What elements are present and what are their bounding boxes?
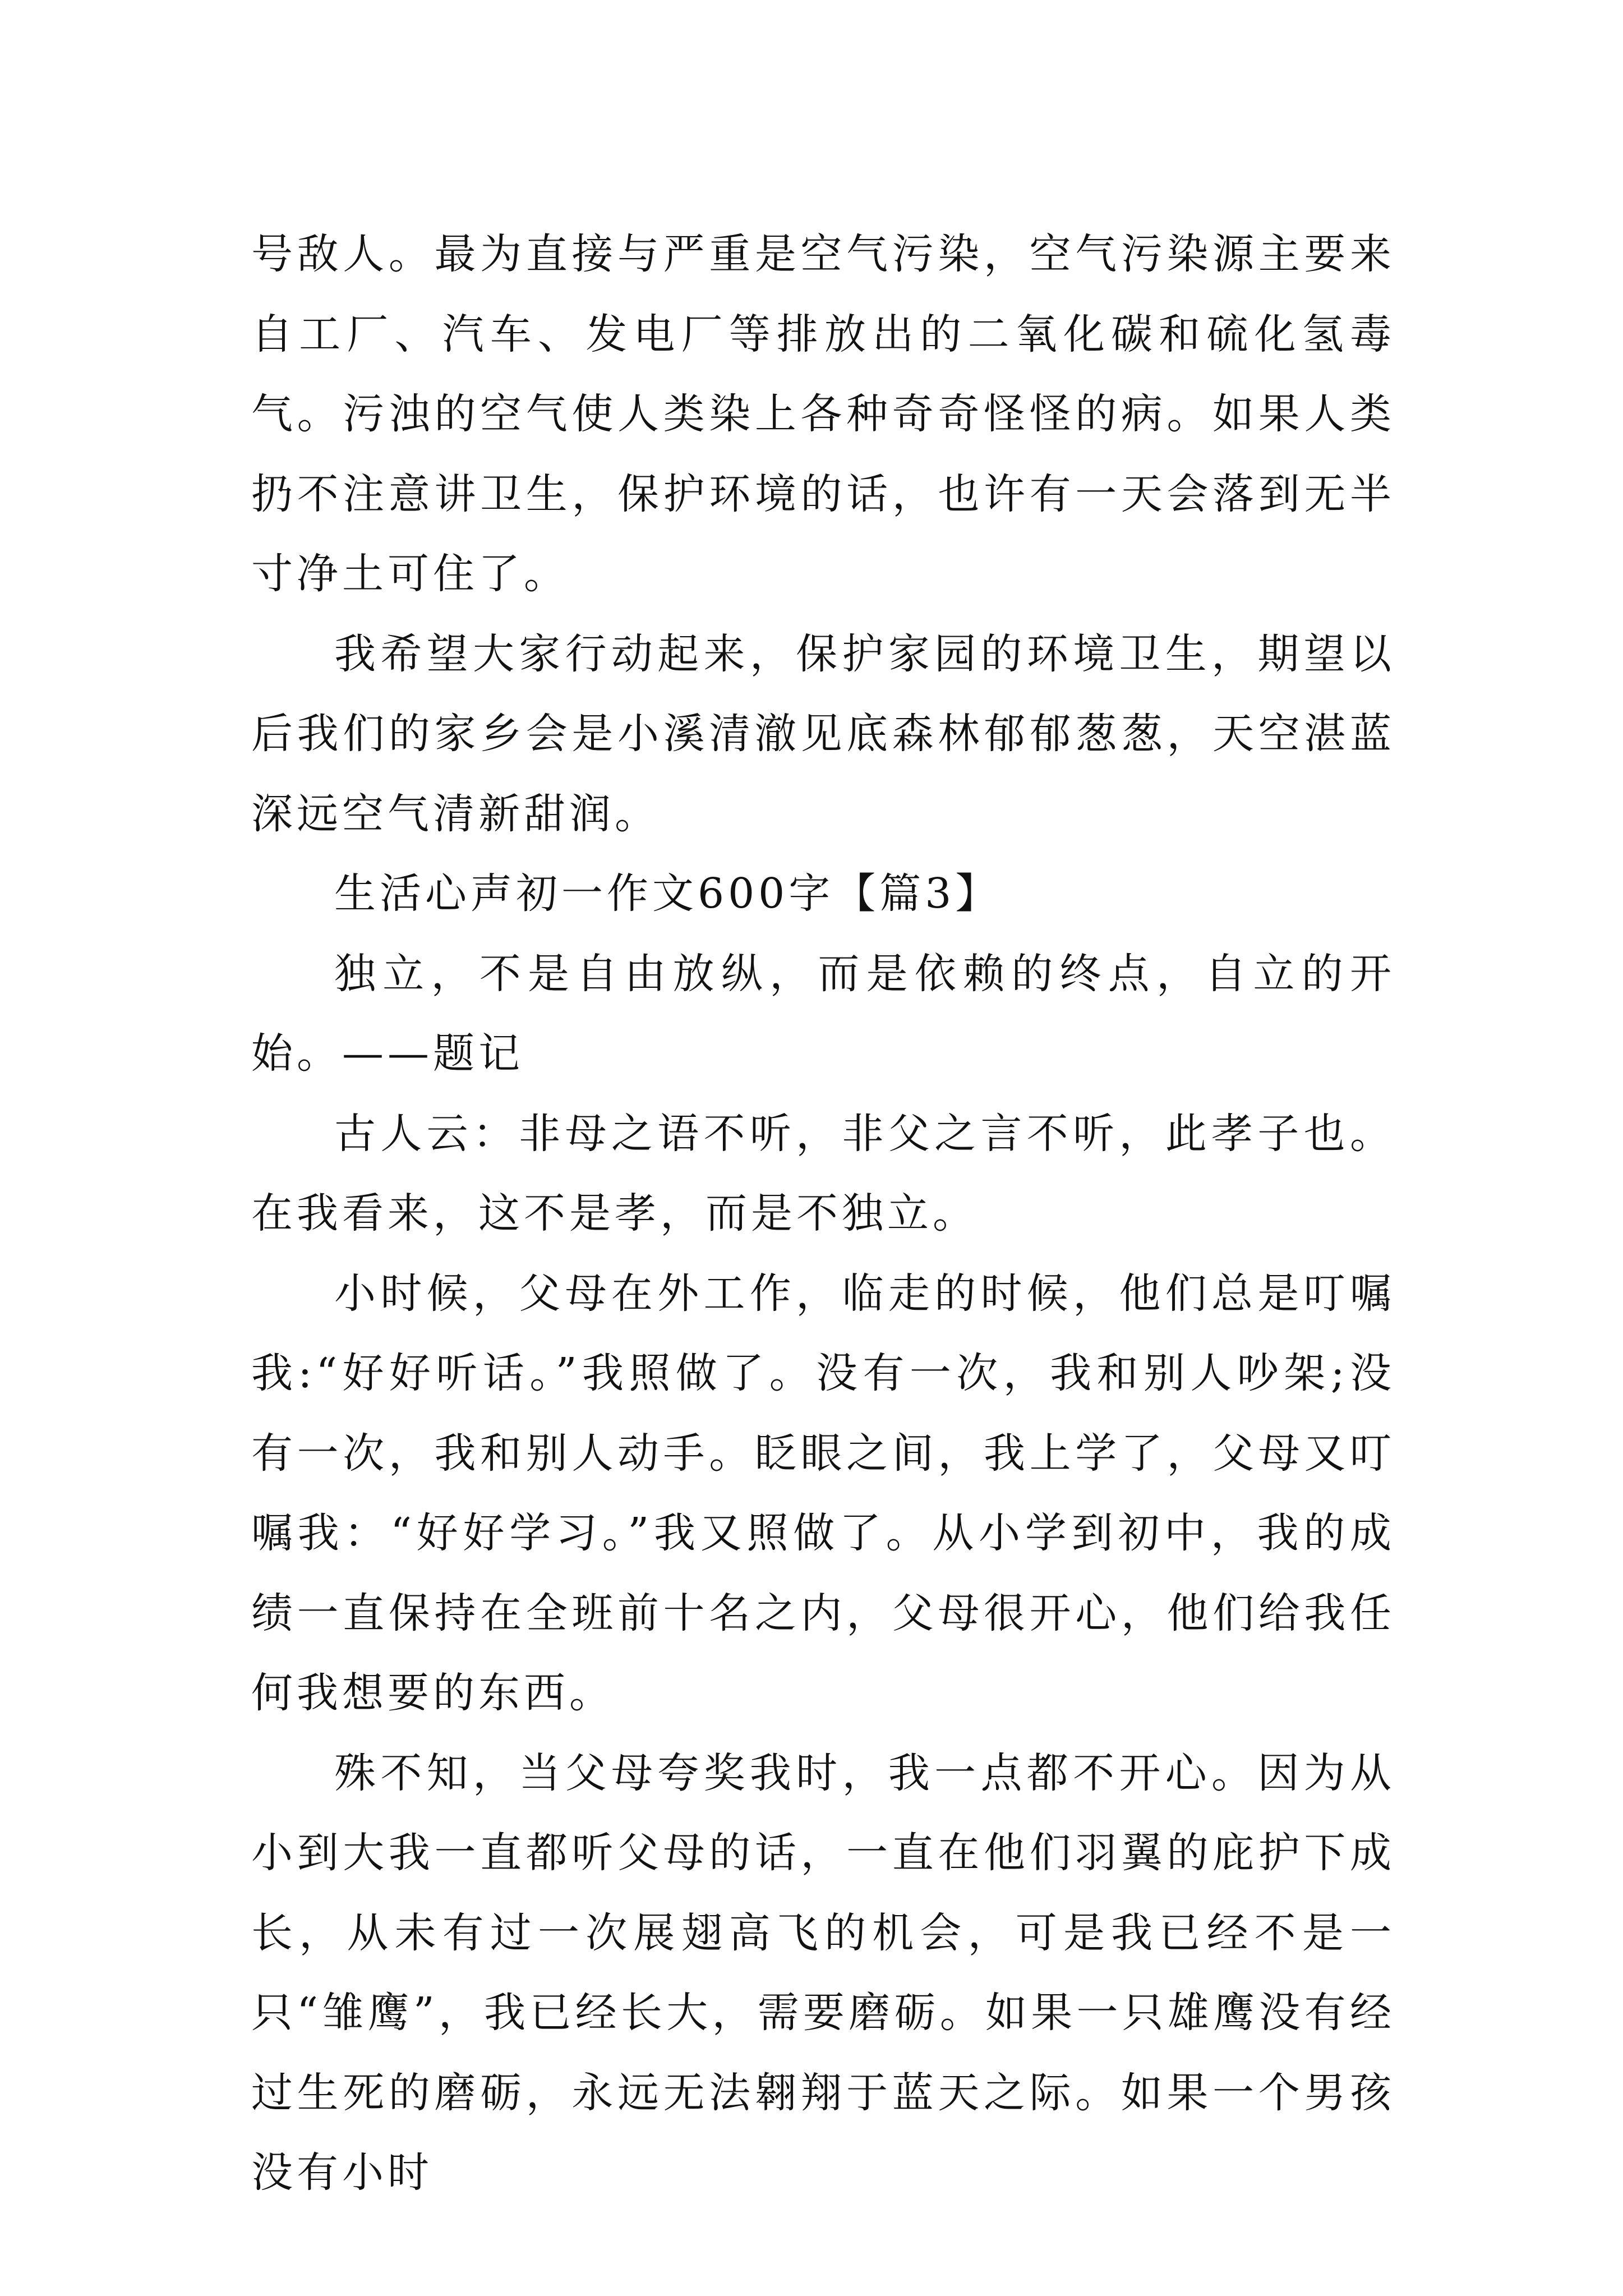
paragraph: 古人云：非母之语不听，非父之言不听，此孝子也。在我看来，这不是孝，而是不独立。: [251, 1109, 1395, 1237]
epigraph: 独立，不是自由放纵，而是依赖的终点，自立的开始。——题记: [251, 949, 1395, 1078]
paragraph: 小时候，父母在外工作，临走的时候，他们总是叮嘱我:“好好听话。”我照做了。没有一次，我和别人吵架;没有一次，我和别人动手。眨眼之间，我上学了，父母又叮嘱我：“好好学习。”我又照做了。从小学到初中，我的成绩一直保持在全班前十名之内，父母很开心，他们给我任何我想要的东西。: [251, 1269, 1395, 1717]
paragraph: 我希望大家行动起来，保护家园的环境卫生，期望以后我们的家乡会是小溪清澈见底森林郁郁葱葱，天空湛蓝深远空气清新甜润。: [251, 629, 1395, 838]
section-heading: 生活心声初一作文600字【篇3】: [334, 869, 1001, 918]
paragraph: 殊不知，当父母夸奖我时，我一点都不开心。因为从小到大我一直都听父母的话，一直在他们羽翼的庇护下成长，从未有过一次展翅高飞的机会，可是我已经不是一只“雏鹰”，我已经长大，需要磨砺。如果一只雄鹰没有经过生死的磨砺，永远无法翱翔于蓝天之际。如果一个男孩没有小时: [251, 1749, 1395, 2197]
paragraph: 号敌人。最为直接与严重是空气污染，空气污染源主要来自工厂、汽车、发电厂等排放出的二氧化碳和硫化氢毒气。污浊的空气使人类染上各种奇奇怪怪的病。如果人类扔不注意讲卫生，保护环境的话，也许有一天会落到无半寸净土可住了。: [251, 230, 1395, 598]
document-body: [251, 214, 1395, 2213]
